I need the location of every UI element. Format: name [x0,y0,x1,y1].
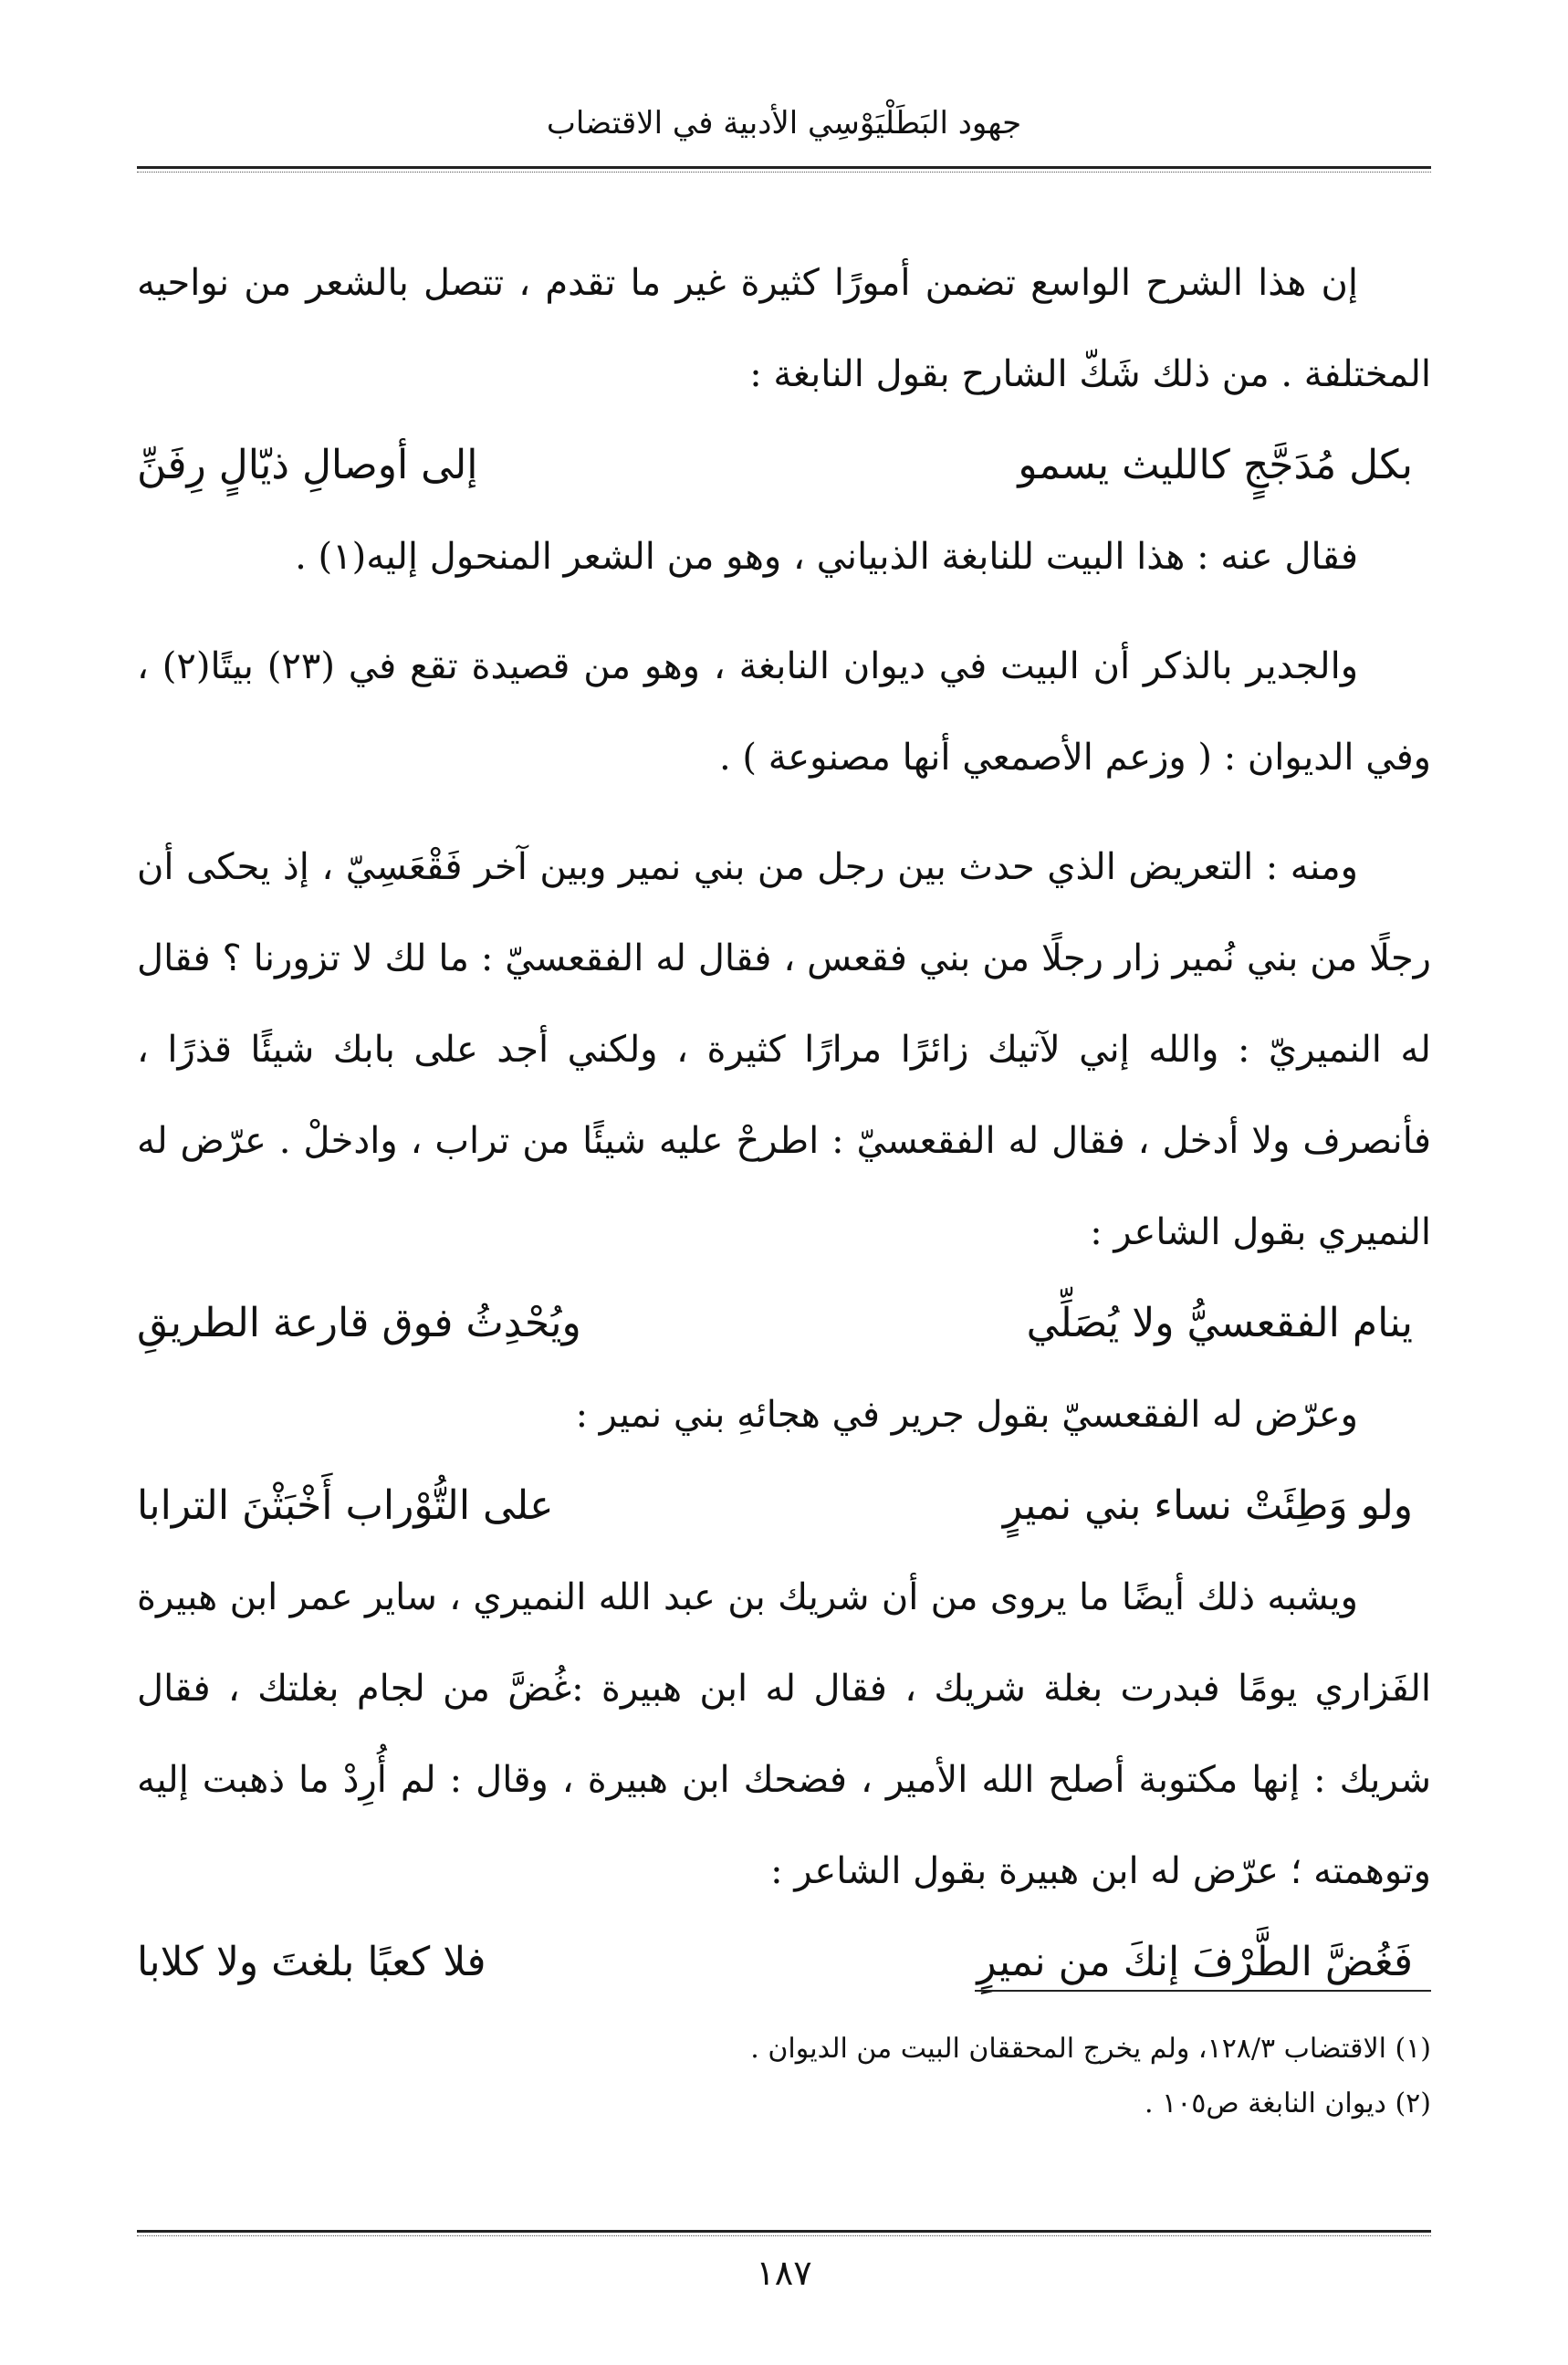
footnote-2: (٢) ديوان النابغة ص١٠٥ . [1145,2088,1431,2119]
verse-4-first-hemistich: فَغُضَّ الطَّرْفَ إنكَ من نميرٍ [977,1939,1413,1985]
paragraph-4: ومنه : التعريض الذي حدث بين رجل من بني نمير وبين آخر فَقْعَسِيّ ، إذ يحكى أن رجلًا من بني نُمير زار رجلًا من بني فقعس ، فقال له الفقعسيّ : ما لك لا تزورنا ؟ فقال له النميريّ : والله إني لآتيك زائرًا مرارًا كثيرة ، ولكني أجد على بابك شيئًا قذرًا ، فأنصرف ولا أدخل ، فقال له الفقعسيّ : اطرحْ عليه شيئًا من تراب ، وادخلْ . عرّض له النميري بقول الشاعر : [137,846,1432,1253]
main-text [137,237,1431,2008]
verse-3 [137,1460,1431,1552]
paragraph-5: وعرّض له الفقعسيّ بقول جرير في هجائهِ بني نمير : [575,1394,1358,1436]
verse-2 [137,1278,1431,1369]
footer-rule [137,2230,1431,2233]
footnotes [137,2022,1431,2131]
paragraph-1: إن هذا الشرح الواسع تضمن أمورًا كثيرة غير ما تقدم ، تتصل بالشعر من نواحيه المختلفة . من ذلك شَكّ الشارح بقول النابغة : [137,262,1431,395]
verse-1-second-hemistich: إلى أوصالِ ذيّالٍ رِفَنِّ [137,442,478,488]
verse-4-second-hemistich: فلا كعبًا بلغتَ ولا كلابا [137,1939,486,1985]
paragraph-2: فقال عنه : هذا البيت للنابغة الذبياني ، وهو من الشعر المنحول إليه(١) . [295,536,1358,578]
running-header: جهود البَطَلْيَوْسِي الأدبية في الاقتضاب [546,105,1022,141]
verse-1 [137,420,1431,511]
paragraph-3: والجدير بالذكر أن البيت في ديوان النابغة ، وهو من قصيدة تقع في (٢٣) بيتًا(٢) ، وفي الديوان : ( وزعم الأصمعي أنها مصنوعة ) . [137,645,1431,779]
header-rule [137,166,1431,169]
page-number: ١٨٧ [756,2253,812,2293]
footnote-1: (١) الاقتضاب ١٢٨/٣، ولم يخرج المحققان البيت من الديوان . [750,2033,1431,2065]
footnote-separator [975,1990,1431,1992]
verse-2-second-hemistich: ويُحْدِثُ فوق قارعة الطريقِ [137,1300,581,1346]
verse-3-second-hemistich: على التُّوْراب أَخْبَثْنَ الترابا [137,1482,554,1529]
verse-4 [137,1917,1431,2008]
verse-2-first-hemistich: ينام الفقعسيُّ ولا يُصَلِّي [1026,1300,1413,1346]
verse-1-first-hemistich: بكل مُدَجَّجٍ كالليث يسمو [1018,442,1413,488]
paragraph-6: ويشبه ذلك أيضًا ما يروى من أن شريك بن عبد الله النميري ، ساير عمر ابن هبيرة الفَزاري يومًا فبدرت بغلة شريك ، فقال له ابن هبيرة :غُضَّ من لجام بغلتك ، فقال شريك : إنها مكتوبة أصلح الله الأمير ، فضحك ابن هبيرة ، وقال : لم أُرِدْ ما ذهبت إليه وتوهمته ؛ عرّض له ابن هبيرة بقول الشاعر : [137,1576,1432,1892]
verse-3-first-hemistich: ولو وَطِئَتْ نساء بني نميرٍ [1002,1482,1413,1529]
